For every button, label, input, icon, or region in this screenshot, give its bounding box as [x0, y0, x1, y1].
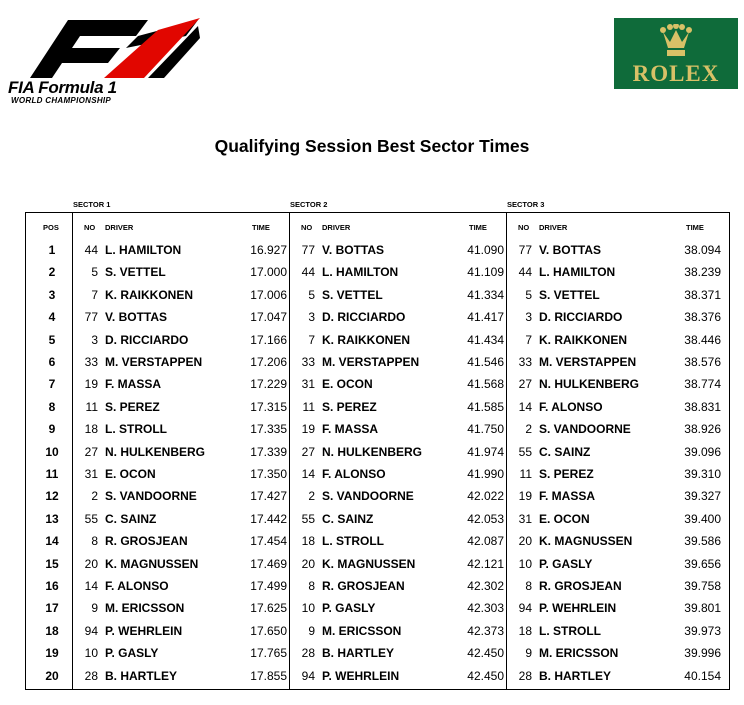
car-number-cell: 5 — [525, 287, 532, 302]
car-number-cell: 28 — [518, 668, 532, 683]
car-number-cell: 14 — [301, 467, 315, 481]
car-number-cell: 10 — [84, 646, 98, 661]
table-row — [25, 508, 730, 530]
table-row — [25, 306, 730, 328]
time-cell: 38.376 — [684, 310, 721, 325]
time-cell: 42.022 — [467, 489, 504, 504]
time-cell: 17.000 — [250, 265, 287, 280]
driver-cell: V. BOTTAS — [105, 310, 168, 325]
car-number-cell: 8 — [308, 579, 315, 593]
time-cell: 17.427 — [250, 489, 287, 504]
time-cell: 41.568 — [467, 377, 504, 392]
no-header: NO — [518, 223, 530, 232]
position-cell: 19 — [45, 646, 59, 661]
time-header: TIME — [469, 223, 487, 232]
driver-cell: C. SAINZ — [322, 511, 374, 526]
driver-cell: K. RAIKKONEN — [105, 287, 194, 302]
car-number-cell: 33 — [301, 355, 315, 369]
table-row — [25, 553, 730, 575]
rolex-wordmark: ROLEX — [632, 61, 720, 86]
driver-cell: N. HULKENBERG — [322, 444, 423, 459]
car-number-cell: 2 — [525, 422, 532, 437]
car-number-cell: 9 — [525, 646, 532, 661]
driver-cell: S. VANDOORNE — [539, 422, 631, 437]
driver-cell: N. HULKENBERG — [105, 444, 206, 459]
car-number-cell: 9 — [91, 601, 98, 616]
car-number-cell: 20 — [84, 556, 98, 571]
driver-cell: P. GASLY — [322, 601, 376, 616]
driver-cell: F. MASSA — [322, 422, 379, 437]
time-cell: 42.053 — [467, 511, 504, 526]
time-cell: 38.831 — [684, 399, 721, 414]
time-cell: 17.047 — [250, 310, 287, 325]
car-number-cell: 11 — [302, 399, 315, 414]
driver-cell: S. VETTEL — [322, 287, 383, 302]
driver-cell: S. VETTEL — [539, 287, 600, 302]
table-row — [25, 597, 730, 619]
sector-2-label: SECTOR 2 — [290, 200, 328, 209]
time-cell: 38.576 — [684, 355, 721, 369]
position-cell: 15 — [45, 556, 59, 571]
position-cell: 18 — [45, 623, 59, 638]
driver-cell: S. PEREZ — [539, 467, 594, 481]
no-header: NO — [84, 223, 96, 232]
position-cell: 2 — [48, 265, 56, 280]
car-number-cell: 11 — [85, 399, 98, 414]
driver-cell: S. VANDOORNE — [322, 489, 414, 504]
car-number-cell: 44 — [518, 265, 532, 280]
driver-cell: M. ERICSSON — [322, 623, 402, 638]
driver-cell: M. VERSTAPPEN — [539, 355, 637, 369]
driver-header: DRIVER — [322, 223, 351, 232]
car-number-cell: 44 — [301, 265, 315, 280]
driver-cell: B. HARTLEY — [322, 646, 394, 661]
driver-cell: K. MAGNUSSEN — [539, 534, 633, 549]
driver-header: DRIVER — [539, 223, 568, 232]
table-row — [25, 665, 730, 687]
position-cell: 13 — [45, 511, 59, 526]
driver-cell: M. VERSTAPPEN — [322, 355, 420, 369]
car-number-cell: 7 — [308, 332, 315, 347]
car-number-cell: 20 — [301, 556, 315, 571]
time-cell: 41.585 — [467, 399, 504, 414]
time-cell: 42.303 — [467, 601, 504, 616]
table-row — [25, 441, 730, 463]
car-number-cell: 31 — [301, 377, 315, 392]
driver-cell: S. PEREZ — [322, 399, 377, 414]
driver-cell: K. RAIKKONEN — [539, 332, 628, 347]
driver-cell: L. HAMILTON — [105, 243, 182, 257]
car-number-cell: 28 — [84, 668, 98, 683]
time-cell: 39.656 — [684, 556, 721, 571]
position-cell: 10 — [45, 444, 59, 459]
driver-cell: M. VERSTAPPEN — [105, 355, 203, 369]
driver-cell: P. GASLY — [539, 556, 593, 571]
car-number-cell: 55 — [301, 511, 315, 526]
car-number-cell: 33 — [518, 355, 532, 369]
time-cell: 41.417 — [467, 310, 504, 325]
car-number-cell: 14 — [84, 579, 98, 593]
table-row — [25, 373, 730, 395]
time-cell: 41.334 — [467, 287, 504, 302]
car-number-cell: 27 — [301, 444, 315, 459]
driver-cell: E. OCON — [322, 377, 373, 392]
position-cell: 5 — [48, 332, 56, 347]
car-number-cell: 18 — [84, 422, 98, 437]
crown-icon — [660, 24, 692, 58]
driver-cell: M. ERICSSON — [539, 646, 619, 661]
driver-cell: R. GROSJEAN — [105, 534, 188, 549]
driver-cell: S. VETTEL — [105, 265, 166, 280]
position-cell: 9 — [48, 422, 56, 437]
position-cell: 3 — [48, 287, 56, 302]
time-cell: 17.315 — [250, 399, 287, 414]
car-number-cell: 8 — [91, 534, 98, 549]
time-cell: 41.434 — [467, 332, 504, 347]
position-cell: 4 — [48, 310, 56, 325]
car-number-cell: 94 — [518, 601, 532, 616]
time-cell: 39.973 — [684, 623, 721, 638]
time-cell: 42.121 — [467, 556, 504, 571]
car-number-cell: 8 — [525, 579, 532, 593]
position-cell: 6 — [48, 355, 56, 369]
time-cell: 41.546 — [467, 355, 504, 369]
time-cell: 17.442 — [250, 511, 287, 526]
car-number-cell: 77 — [301, 243, 315, 257]
car-number-cell: 19 — [518, 489, 532, 504]
car-number-cell: 33 — [84, 355, 98, 369]
car-number-cell: 3 — [525, 310, 532, 325]
rolex-logo — [614, 18, 738, 89]
time-cell: 41.090 — [467, 243, 504, 257]
car-number-cell: 3 — [308, 310, 315, 325]
time-cell: 17.350 — [250, 467, 287, 481]
time-cell: 39.758 — [684, 579, 721, 593]
driver-cell: S. PEREZ — [105, 399, 160, 414]
driver-cell: F. MASSA — [105, 377, 162, 392]
position-cell: 7 — [48, 377, 56, 392]
time-cell: 16.927 — [250, 243, 287, 257]
car-number-cell: 2 — [91, 489, 98, 504]
car-number-cell: 77 — [518, 243, 532, 257]
car-number-cell: 14 — [518, 399, 532, 414]
time-cell: 41.990 — [467, 467, 504, 481]
time-cell: 38.926 — [684, 422, 721, 437]
f1-logo-text: FIA Formula 1 — [8, 78, 117, 97]
time-cell: 17.454 — [250, 534, 287, 549]
car-number-cell: 2 — [308, 489, 315, 504]
time-cell: 42.450 — [467, 646, 504, 661]
position-cell: 14 — [45, 534, 59, 549]
time-cell: 17.166 — [250, 332, 287, 347]
driver-cell: N. HULKENBERG — [539, 377, 640, 392]
table-row — [25, 418, 730, 440]
table-row — [25, 463, 730, 485]
position-cell: 8 — [48, 399, 56, 414]
driver-cell: P. WEHRLEIN — [539, 601, 617, 616]
pos-header: POS — [43, 223, 59, 232]
table-row — [25, 620, 730, 642]
position-cell: 12 — [45, 489, 59, 504]
driver-cell: F. MASSA — [539, 489, 596, 504]
page-title: Qualifying Session Best Sector Times — [214, 136, 530, 156]
car-number-cell: 7 — [525, 332, 532, 347]
time-cell: 17.855 — [250, 668, 287, 683]
time-cell: 42.450 — [467, 668, 504, 683]
time-cell: 40.154 — [684, 668, 721, 683]
driver-cell: B. HARTLEY — [105, 668, 177, 683]
sector-1-label: SECTOR 1 — [73, 200, 111, 209]
driver-cell: C. SAINZ — [105, 511, 157, 526]
time-cell: 38.774 — [684, 377, 721, 392]
car-number-cell: 20 — [518, 534, 532, 549]
time-cell: 42.302 — [467, 579, 504, 593]
car-number-cell: 77 — [84, 310, 98, 325]
driver-cell: P. WEHRLEIN — [105, 623, 183, 638]
car-number-cell: 19 — [301, 422, 315, 437]
driver-cell: R. GROSJEAN — [539, 579, 622, 593]
car-number-cell: 18 — [301, 534, 315, 549]
driver-cell: L. STROLL — [105, 422, 167, 437]
car-number-cell: 44 — [84, 243, 98, 257]
time-cell: 17.335 — [250, 422, 287, 437]
car-number-cell: 27 — [518, 377, 532, 392]
driver-cell: L. STROLL — [539, 623, 601, 638]
time-header: TIME — [252, 223, 270, 232]
time-cell: 41.974 — [467, 444, 504, 459]
table-row — [25, 485, 730, 507]
table-row — [25, 530, 730, 552]
driver-cell: R. GROSJEAN — [322, 579, 405, 593]
car-number-cell: 27 — [84, 444, 98, 459]
car-number-cell: 94 — [84, 623, 98, 638]
time-cell: 38.094 — [684, 243, 721, 257]
time-cell: 17.206 — [250, 355, 287, 369]
time-cell: 17.650 — [250, 623, 287, 638]
car-number-cell: 31 — [518, 511, 532, 526]
time-cell: 17.625 — [250, 601, 287, 616]
time-cell: 39.096 — [684, 444, 721, 459]
car-number-cell: 55 — [518, 444, 532, 459]
driver-cell: L. HAMILTON — [539, 265, 616, 280]
time-cell: 42.373 — [467, 623, 504, 638]
time-cell: 41.109 — [467, 265, 504, 280]
driver-cell: D. RICCIARDO — [539, 310, 623, 325]
driver-cell: F. ALONSO — [105, 579, 169, 593]
driver-cell: P. WEHRLEIN — [322, 668, 400, 683]
car-number-cell: 5 — [308, 287, 315, 302]
table-row — [25, 261, 730, 283]
driver-header: DRIVER — [105, 223, 134, 232]
car-number-cell: 5 — [91, 265, 98, 280]
time-cell: 17.765 — [250, 646, 287, 661]
time-cell: 17.006 — [250, 287, 287, 302]
no-header: NO — [301, 223, 313, 232]
time-cell: 38.239 — [684, 265, 721, 280]
driver-cell: B. HARTLEY — [539, 668, 611, 683]
car-number-cell: 7 — [91, 287, 98, 302]
position-cell: 11 — [45, 467, 59, 481]
time-cell: 38.371 — [684, 287, 721, 302]
driver-cell: K. MAGNUSSEN — [322, 556, 416, 571]
time-cell: 17.229 — [250, 377, 287, 392]
position-cell: 16 — [45, 579, 59, 593]
time-cell: 42.087 — [467, 534, 504, 549]
driver-cell: D. RICCIARDO — [105, 332, 189, 347]
time-cell: 38.446 — [684, 332, 721, 347]
driver-cell: F. ALONSO — [539, 399, 603, 414]
table-row — [25, 575, 730, 597]
driver-cell: M. ERICSSON — [105, 601, 185, 616]
car-number-cell: 28 — [301, 646, 315, 661]
car-number-cell: 94 — [301, 668, 315, 683]
car-number-cell: 10 — [301, 601, 315, 616]
time-cell: 39.586 — [684, 534, 721, 549]
time-cell: 17.469 — [250, 556, 287, 571]
car-number-cell: 18 — [518, 623, 532, 638]
car-number-cell: 31 — [84, 467, 98, 481]
sector-3-label: SECTOR 3 — [507, 200, 545, 209]
driver-cell: K. MAGNUSSEN — [105, 556, 199, 571]
time-header: TIME — [686, 223, 704, 232]
time-cell: 17.339 — [250, 444, 287, 459]
driver-cell: V. BOTTAS — [539, 243, 602, 257]
driver-cell: L. STROLL — [322, 534, 384, 549]
car-number-cell: 55 — [84, 511, 98, 526]
driver-cell: S. VANDOORNE — [105, 489, 197, 504]
position-cell: 1 — [48, 243, 56, 257]
car-number-cell: 10 — [518, 556, 532, 571]
position-cell: 20 — [45, 668, 59, 683]
driver-cell: F. ALONSO — [322, 467, 386, 481]
table-row — [25, 329, 730, 351]
driver-cell: C. SAINZ — [539, 444, 591, 459]
car-number-cell: 19 — [84, 377, 98, 392]
table-row — [25, 396, 730, 418]
time-cell: 39.310 — [684, 467, 721, 481]
time-cell: 41.750 — [467, 422, 504, 437]
time-cell: 39.327 — [684, 489, 721, 504]
driver-cell: L. HAMILTON — [322, 265, 399, 280]
driver-cell: E. OCON — [105, 467, 156, 481]
car-number-cell: 3 — [91, 332, 98, 347]
driver-cell: P. GASLY — [105, 646, 159, 661]
driver-cell: D. RICCIARDO — [322, 310, 406, 325]
time-cell: 39.801 — [684, 601, 721, 616]
table-row — [25, 284, 730, 306]
car-number-cell: 11 — [519, 467, 532, 481]
driver-cell: K. RAIKKONEN — [322, 332, 411, 347]
f1-logo-subtitle: WORLD CHAMPIONSHIP — [11, 96, 112, 105]
car-number-cell: 9 — [308, 623, 315, 638]
table-row — [25, 351, 730, 373]
time-cell: 39.996 — [684, 646, 721, 661]
driver-cell: E. OCON — [539, 511, 590, 526]
table-row — [25, 642, 730, 664]
driver-cell: V. BOTTAS — [322, 243, 385, 257]
time-cell: 39.400 — [684, 511, 721, 526]
position-cell: 17 — [45, 601, 59, 616]
table-row — [25, 239, 730, 261]
time-cell: 17.499 — [250, 579, 287, 593]
